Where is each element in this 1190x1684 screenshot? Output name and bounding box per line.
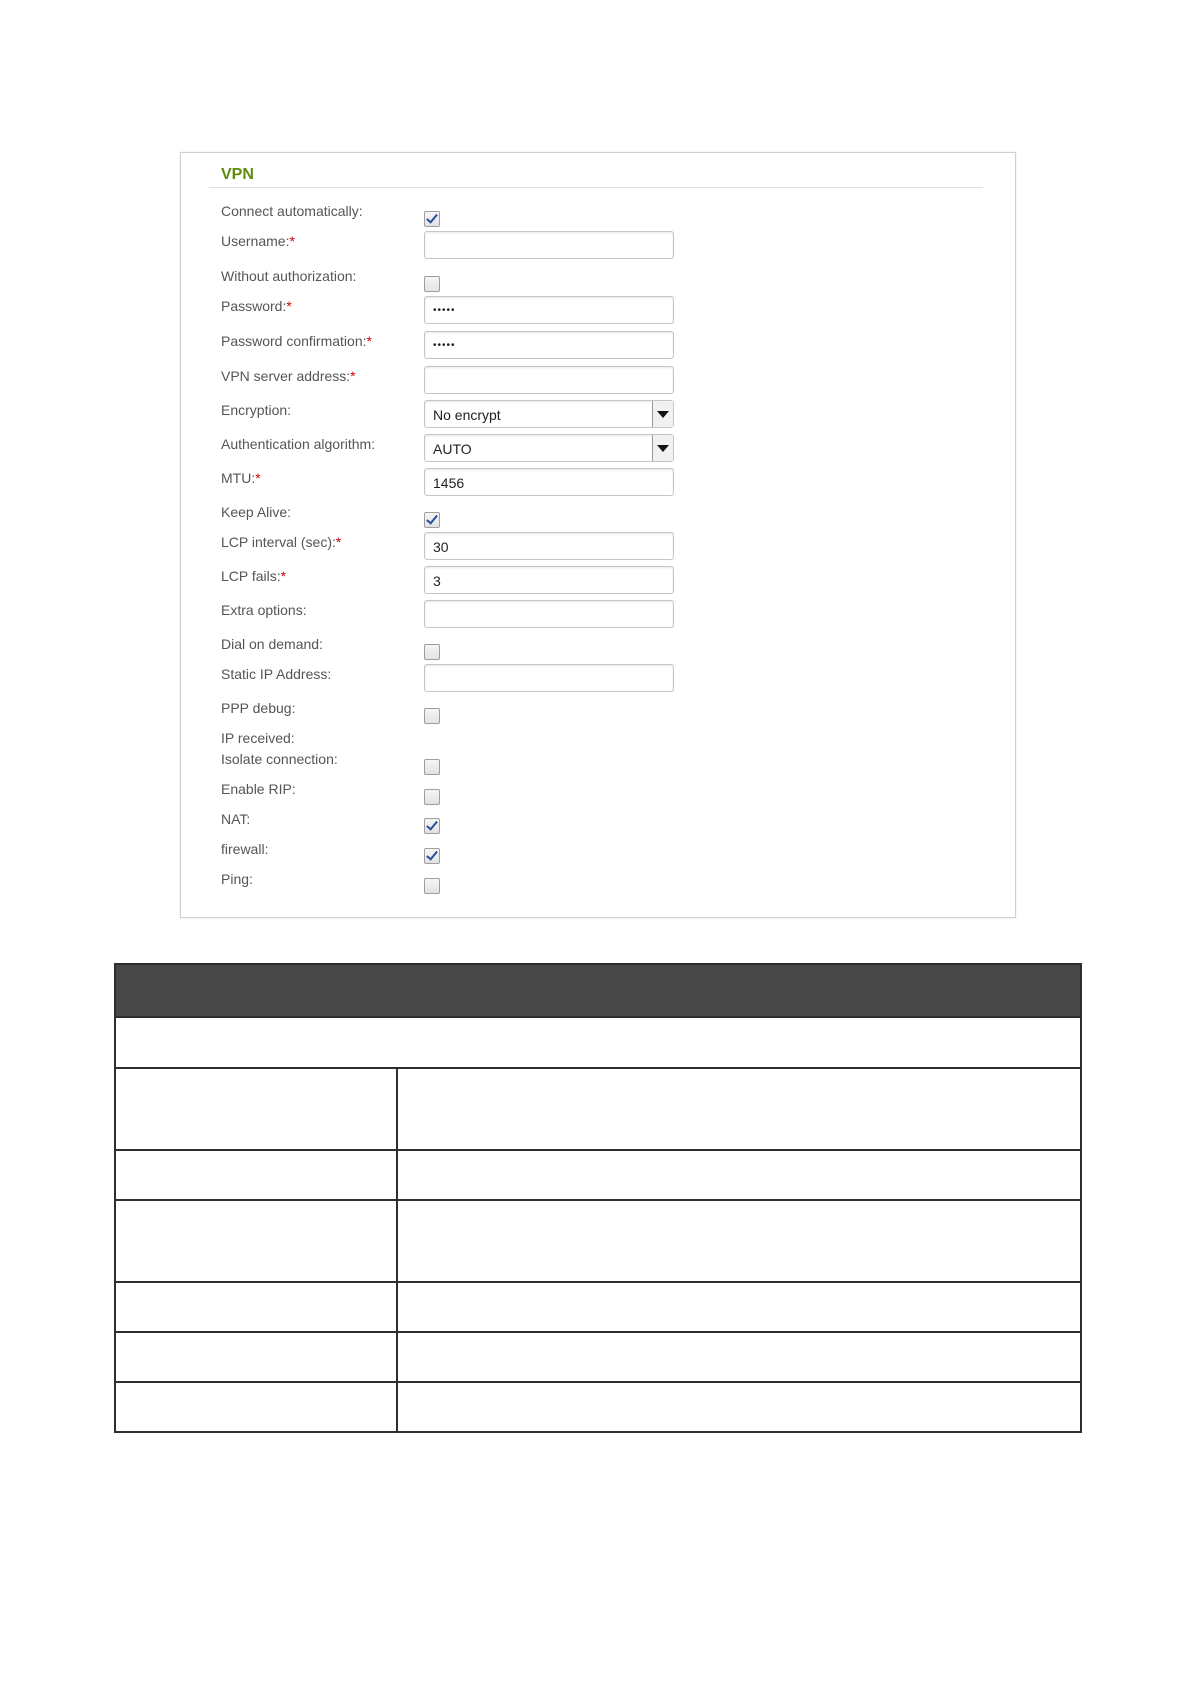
connect-automatically-checkbox[interactable]	[424, 211, 440, 227]
authentication-algorithm-select[interactable]	[424, 434, 674, 462]
username-label: Username:*	[221, 233, 295, 249]
keep-alive-label: Keep Alive:	[221, 504, 292, 520]
extra-options-label: Extra options:	[221, 602, 307, 618]
vpn-server-address-input[interactable]	[424, 366, 674, 394]
panel-title: VPN	[221, 166, 254, 183]
ip-received-label: IP received:	[221, 730, 295, 746]
keep-alive-checkbox[interactable]	[424, 512, 440, 528]
password-confirmation-label: Password confirmation:*	[221, 333, 372, 349]
password-input[interactable]: •••••	[424, 296, 674, 324]
table-row	[115, 1150, 1081, 1200]
table-row	[115, 1382, 1081, 1432]
lcp-fails-label: LCP fails:*	[221, 568, 287, 584]
table-section-row	[115, 1017, 1081, 1068]
mtu-input[interactable]: 1456	[424, 468, 674, 496]
ping-label: Ping:	[221, 871, 253, 887]
firewall-checkbox[interactable]	[424, 848, 440, 864]
lcp-interval-label: LCP interval (sec):*	[221, 534, 342, 550]
isolate-connection-label: Isolate connection:	[221, 751, 338, 767]
vpn-server-address-label: VPN server address:*	[221, 368, 356, 384]
extra-options-input[interactable]	[424, 600, 674, 628]
nat-label: NAT:	[221, 811, 251, 827]
parameter-table	[114, 963, 1082, 1433]
chevron-down-icon[interactable]	[652, 435, 673, 461]
password-confirmation-input[interactable]: •••••	[424, 331, 674, 359]
table-header	[115, 964, 1081, 1017]
table-row	[115, 1332, 1081, 1382]
username-input[interactable]	[424, 231, 674, 259]
encryption-label: Encryption:	[221, 402, 292, 418]
password-label: Password:*	[221, 298, 292, 314]
ping-checkbox[interactable]	[424, 878, 440, 894]
authentication-algorithm-label: Authentication algorithm:	[221, 436, 376, 452]
table-row	[115, 1068, 1081, 1150]
table-row	[115, 1282, 1081, 1332]
vpn-panel	[180, 152, 1016, 918]
dial-on-demand-label: Dial on demand:	[221, 636, 323, 652]
without-authorization-checkbox[interactable]	[424, 276, 440, 292]
ppp-debug-checkbox[interactable]	[424, 708, 440, 724]
mtu-label: MTU:*	[221, 470, 261, 486]
enable-rip-checkbox[interactable]	[424, 789, 440, 805]
connect-automatically-label: Connect automatically:	[221, 203, 363, 219]
authentication-algorithm-value: AUTO	[433, 441, 472, 457]
encryption-value: No encrypt	[433, 407, 501, 423]
ppp-debug-label: PPP debug:	[221, 700, 296, 716]
title-divider	[209, 187, 983, 188]
encryption-select[interactable]	[424, 400, 674, 428]
firewall-label: firewall:	[221, 841, 269, 857]
static-ip-label: Static IP Address:	[221, 666, 332, 682]
static-ip-input[interactable]	[424, 664, 674, 692]
dial-on-demand-checkbox[interactable]	[424, 644, 440, 660]
without-authorization-label: Without authorization:	[221, 268, 357, 284]
lcp-fails-input[interactable]: 3	[424, 566, 674, 594]
table-row	[115, 1200, 1081, 1282]
lcp-interval-input[interactable]: 30	[424, 532, 674, 560]
enable-rip-label: Enable RIP:	[221, 781, 296, 797]
nat-checkbox[interactable]	[424, 818, 440, 834]
chevron-down-icon[interactable]	[652, 401, 673, 427]
isolate-connection-checkbox[interactable]	[424, 759, 440, 775]
